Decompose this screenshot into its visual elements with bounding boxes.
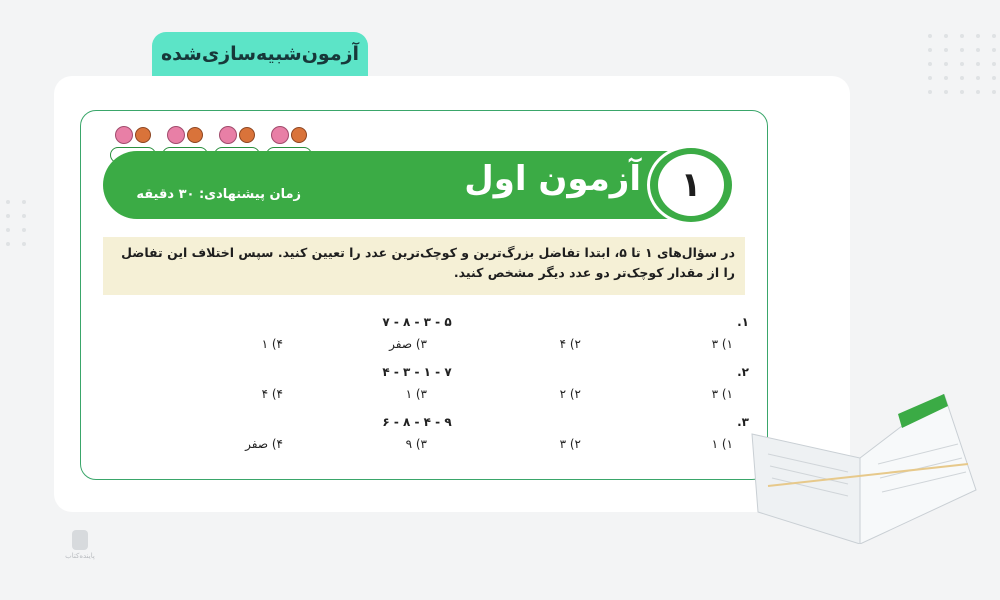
badge-label: آزمون‌شبیه‌سازی‌شده (160, 43, 360, 65)
question-number: ۱. (737, 315, 749, 329)
exam-number-badge (647, 145, 735, 225)
simulated-exam-badge (152, 32, 368, 76)
option-1[interactable]: ۱) ۳ (711, 387, 733, 401)
option-4[interactable]: ۴) ۴ (261, 387, 283, 401)
mascot-icon (219, 126, 237, 144)
option-4[interactable]: ۴) ۱ (261, 337, 283, 351)
option-1[interactable]: ۱) ۱ (711, 437, 733, 451)
option-2[interactable]: ۲) ۴ (559, 337, 581, 351)
coin-icon (239, 127, 255, 143)
suggested-duration: زمان پیشنهادی: ۳۰ دقیقه (136, 187, 301, 202)
coin-icon (187, 127, 203, 143)
option-4[interactable]: ۴) صفر (245, 437, 283, 451)
mascot-icon (271, 126, 289, 144)
option-3[interactable]: ۳) ۹ (405, 437, 427, 451)
option-3[interactable]: ۳) ۱ (405, 387, 427, 401)
coin-icon (291, 127, 307, 143)
mascot-icon (167, 126, 185, 144)
question-expression: ۶ - ۸ - ۴ - ۹ (382, 415, 452, 429)
brand-logo (56, 530, 104, 570)
coin-icon (135, 127, 151, 143)
dot-pattern-left (6, 200, 28, 246)
instruction-text: در سؤال‌های ۱ تا ۵، ابتدا تفاضل بزرگ‌ترین و کوچک‌ترین عدد را تعیین کنید. سپس اختلاف این تفاضل را از مقدار کوچک‌تر دو عدد دیگر مشخص کنید. (103, 237, 745, 295)
open-book-image (748, 394, 978, 544)
question-number: ۲. (737, 365, 749, 379)
question-expression: ۷ - ۸ - ۳ - ۵ (382, 315, 452, 329)
option-2[interactable]: ۲) ۲ (559, 387, 581, 401)
dot-pattern-right (928, 34, 998, 94)
logo-icon (72, 530, 88, 550)
exam-number: ۱ (658, 154, 724, 216)
option-2[interactable]: ۲) ۳ (559, 437, 581, 451)
option-3[interactable]: ۳) صفر (389, 337, 427, 351)
question-number: ۳. (737, 415, 749, 429)
option-1[interactable]: ۱) ۳ (711, 337, 733, 351)
logo-text: پاینده‌کتاب (65, 552, 95, 560)
question-item (81, 415, 767, 479)
mascot-icon (115, 126, 133, 144)
exam-page (80, 110, 768, 480)
question-expression: ۴ - ۳ - ۱ - ۷ (382, 365, 452, 379)
exam-title: آزمون اول (464, 159, 641, 199)
